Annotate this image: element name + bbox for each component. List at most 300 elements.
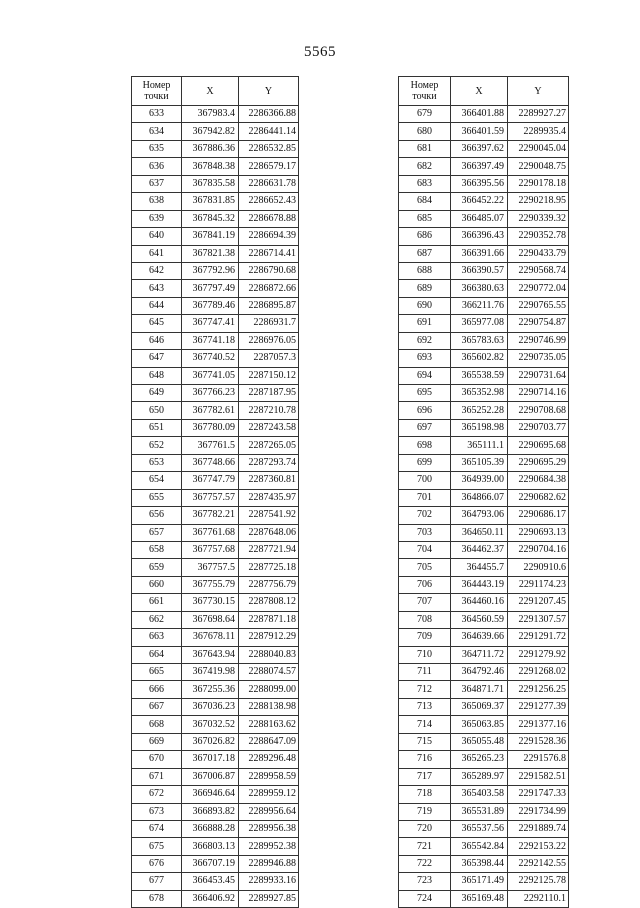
y-coordinate-cell: 2286931.7 [239, 315, 299, 332]
x-coordinate-cell: 367845.32 [182, 210, 239, 227]
point-number-cell: 711 [399, 664, 451, 681]
x-coordinate-cell: 366406.92 [182, 890, 239, 907]
x-coordinate-cell: 365265.23 [451, 751, 508, 768]
x-coordinate-cell: 367748.66 [182, 454, 239, 471]
table-row [399, 262, 569, 279]
table-row [132, 228, 299, 245]
table-row [399, 367, 569, 384]
y-coordinate-cell: 2290704.16 [508, 541, 569, 558]
table-row [132, 820, 299, 837]
x-coordinate-cell: 365289.97 [451, 768, 508, 785]
header-point-number [399, 77, 451, 106]
y-coordinate-cell: 2290178.18 [508, 175, 569, 192]
table-row [399, 541, 569, 558]
point-number-cell: 659 [132, 559, 182, 576]
y-coordinate-cell: 2286790.68 [239, 262, 299, 279]
x-coordinate-cell: 367886.36 [182, 140, 239, 157]
table-row [132, 245, 299, 262]
x-coordinate-cell: 365531.89 [451, 803, 508, 820]
point-number-cell: 700 [399, 472, 451, 489]
table-row [132, 751, 299, 768]
table-row [132, 664, 299, 681]
x-coordinate-cell: 367678.11 [182, 629, 239, 646]
table-row [132, 838, 299, 855]
y-coordinate-cell: 2289296.48 [239, 751, 299, 768]
table-row [399, 402, 569, 419]
table-header-row [132, 77, 299, 106]
y-coordinate-cell: 2287912.29 [239, 629, 299, 646]
table-row [399, 315, 569, 332]
y-coordinate-cell: 2287541.92 [239, 507, 299, 524]
table-row [132, 350, 299, 367]
table-row [132, 419, 299, 436]
table-row [132, 890, 299, 907]
point-number-cell: 701 [399, 489, 451, 506]
y-coordinate-cell: 2290910.6 [508, 559, 569, 576]
point-number-cell: 670 [132, 751, 182, 768]
table-row [132, 367, 299, 384]
x-coordinate-cell: 364650.11 [451, 524, 508, 541]
point-number-cell: 695 [399, 385, 451, 402]
header-y: Y [508, 77, 569, 106]
point-number-cell: 660 [132, 576, 182, 593]
point-number-cell: 676 [132, 855, 182, 872]
point-number-cell: 633 [132, 106, 182, 123]
point-number-cell: 648 [132, 367, 182, 384]
x-coordinate-cell: 366707.19 [182, 855, 239, 872]
y-coordinate-cell: 2291576.8 [508, 751, 569, 768]
x-coordinate-cell: 367698.64 [182, 611, 239, 628]
x-coordinate-cell: 366485.07 [451, 210, 508, 227]
table-row [399, 245, 569, 262]
point-number-cell: 708 [399, 611, 451, 628]
y-coordinate-cell: 2288099.00 [239, 681, 299, 698]
x-coordinate-cell: 367730.15 [182, 594, 239, 611]
y-coordinate-cell: 2286441.14 [239, 123, 299, 140]
x-coordinate-cell: 366397.62 [451, 140, 508, 157]
point-number-cell: 714 [399, 716, 451, 733]
x-coordinate-cell: 366946.64 [182, 786, 239, 803]
table-row [132, 489, 299, 506]
x-coordinate-cell: 367643.94 [182, 646, 239, 663]
table-row [399, 350, 569, 367]
point-number-cell: 692 [399, 332, 451, 349]
point-number-cell: 673 [132, 803, 182, 820]
table-row [399, 489, 569, 506]
y-coordinate-cell: 2287648.06 [239, 524, 299, 541]
table-row [132, 803, 299, 820]
y-coordinate-cell: 2291528.36 [508, 733, 569, 750]
x-coordinate-cell: 364455.7 [451, 559, 508, 576]
x-coordinate-cell: 367780.09 [182, 419, 239, 436]
table-row [399, 646, 569, 663]
point-number-cell: 724 [399, 890, 451, 907]
y-coordinate-cell: 2286579.17 [239, 158, 299, 175]
point-number-cell: 650 [132, 402, 182, 419]
header-x: X [451, 77, 508, 106]
table-row [132, 611, 299, 628]
x-coordinate-cell: 366380.63 [451, 280, 508, 297]
x-coordinate-cell: 365783.63 [451, 332, 508, 349]
point-number-cell: 668 [132, 716, 182, 733]
header-point-number-text: Номер точки [142, 80, 171, 102]
y-coordinate-cell: 2289927.85 [239, 890, 299, 907]
point-number-cell: 685 [399, 210, 451, 227]
x-coordinate-cell: 366211.76 [451, 297, 508, 314]
point-number-cell: 646 [132, 332, 182, 349]
y-coordinate-cell: 2290686.17 [508, 507, 569, 524]
x-coordinate-cell: 366453.45 [182, 873, 239, 890]
point-number-cell: 664 [132, 646, 182, 663]
y-coordinate-cell: 2287210.78 [239, 402, 299, 419]
y-coordinate-cell: 2291307.57 [508, 611, 569, 628]
point-number-cell: 641 [132, 245, 182, 262]
y-coordinate-cell: 2289956.38 [239, 820, 299, 837]
point-number-cell: 704 [399, 541, 451, 558]
table-row [132, 472, 299, 489]
y-coordinate-cell: 2290352.78 [508, 228, 569, 245]
x-coordinate-cell: 364939.00 [451, 472, 508, 489]
y-coordinate-cell: 2291291.72 [508, 629, 569, 646]
point-number-cell: 634 [132, 123, 182, 140]
y-coordinate-cell: 2291889.74 [508, 820, 569, 837]
point-number-cell: 721 [399, 838, 451, 855]
y-coordinate-cell: 2288163.62 [239, 716, 299, 733]
point-number-cell: 686 [399, 228, 451, 245]
table-row [399, 890, 569, 907]
table-row [399, 437, 569, 454]
x-coordinate-cell: 366893.82 [182, 803, 239, 820]
x-coordinate-cell: 365403.58 [451, 786, 508, 803]
x-coordinate-cell: 364639.66 [451, 629, 508, 646]
y-coordinate-cell: 2287360.81 [239, 472, 299, 489]
y-coordinate-cell: 2290708.68 [508, 402, 569, 419]
y-coordinate-cell: 2286532.85 [239, 140, 299, 157]
y-coordinate-cell: 2290695.68 [508, 437, 569, 454]
point-number-cell: 637 [132, 175, 182, 192]
table-row [399, 123, 569, 140]
point-number-cell: 645 [132, 315, 182, 332]
table-row [132, 733, 299, 750]
table-row [399, 332, 569, 349]
point-number-cell: 675 [132, 838, 182, 855]
y-coordinate-cell: 2292142.55 [508, 855, 569, 872]
y-coordinate-cell: 2287721.94 [239, 541, 299, 558]
table-row [132, 175, 299, 192]
table-row [132, 629, 299, 646]
x-coordinate-cell: 367848.38 [182, 158, 239, 175]
y-coordinate-cell: 2290682.62 [508, 489, 569, 506]
table-row [399, 820, 569, 837]
y-coordinate-cell: 2288074.57 [239, 664, 299, 681]
y-coordinate-cell: 2290684.38 [508, 472, 569, 489]
y-coordinate-cell: 2287756.79 [239, 576, 299, 593]
table-row [399, 768, 569, 785]
x-coordinate-cell: 365602.82 [451, 350, 508, 367]
y-coordinate-cell: 2287293.74 [239, 454, 299, 471]
table-row [132, 698, 299, 715]
table-row [132, 123, 299, 140]
table-row [399, 594, 569, 611]
x-coordinate-cell: 367757.68 [182, 541, 239, 558]
point-number-cell: 696 [399, 402, 451, 419]
y-coordinate-cell: 2287057.3 [239, 350, 299, 367]
y-coordinate-cell: 2291279.92 [508, 646, 569, 663]
table-body-left [132, 106, 299, 908]
y-coordinate-cell: 2291174.23 [508, 576, 569, 593]
point-number-cell: 691 [399, 315, 451, 332]
table-row [399, 855, 569, 872]
y-coordinate-cell: 2290772.04 [508, 280, 569, 297]
x-coordinate-cell: 365198.98 [451, 419, 508, 436]
y-coordinate-cell: 2288138.98 [239, 698, 299, 715]
y-coordinate-cell: 2291582.51 [508, 768, 569, 785]
table-row [399, 803, 569, 820]
table-row [399, 664, 569, 681]
x-coordinate-cell: 367983.4 [182, 106, 239, 123]
point-number-cell: 722 [399, 855, 451, 872]
y-coordinate-cell: 2286976.05 [239, 332, 299, 349]
point-number-cell: 680 [399, 123, 451, 140]
point-number-cell: 679 [399, 106, 451, 123]
x-coordinate-cell: 367032.52 [182, 716, 239, 733]
coordinates-table-left [131, 76, 299, 908]
point-number-cell: 653 [132, 454, 182, 471]
table-row [132, 262, 299, 279]
y-coordinate-cell: 2286631.78 [239, 175, 299, 192]
x-coordinate-cell: 365063.85 [451, 716, 508, 733]
y-coordinate-cell: 2292125.78 [508, 873, 569, 890]
x-coordinate-cell: 365069.37 [451, 698, 508, 715]
point-number-cell: 712 [399, 681, 451, 698]
table-row [132, 193, 299, 210]
point-number-cell: 710 [399, 646, 451, 663]
x-coordinate-cell: 365542.84 [451, 838, 508, 855]
x-coordinate-cell: 365169.48 [451, 890, 508, 907]
point-number-cell: 677 [132, 873, 182, 890]
point-number-cell: 667 [132, 698, 182, 715]
x-coordinate-cell: 367026.82 [182, 733, 239, 750]
x-coordinate-cell: 367747.41 [182, 315, 239, 332]
table-row [132, 297, 299, 314]
table-row [399, 751, 569, 768]
x-coordinate-cell: 367036.23 [182, 698, 239, 715]
x-coordinate-cell: 367761.5 [182, 437, 239, 454]
x-coordinate-cell: 367741.18 [182, 332, 239, 349]
point-number-cell: 718 [399, 786, 451, 803]
point-number-cell: 698 [399, 437, 451, 454]
x-coordinate-cell: 366391.66 [451, 245, 508, 262]
y-coordinate-cell: 2291377.16 [508, 716, 569, 733]
point-number-cell: 715 [399, 733, 451, 750]
point-number-cell: 647 [132, 350, 182, 367]
y-coordinate-cell: 2286694.39 [239, 228, 299, 245]
x-coordinate-cell: 366390.57 [451, 262, 508, 279]
y-coordinate-cell: 2287435.97 [239, 489, 299, 506]
x-coordinate-cell: 364711.72 [451, 646, 508, 663]
x-coordinate-cell: 364462.37 [451, 541, 508, 558]
x-coordinate-cell: 367757.5 [182, 559, 239, 576]
point-number-cell: 663 [132, 629, 182, 646]
x-coordinate-cell: 366395.56 [451, 175, 508, 192]
header-point-number [132, 77, 182, 106]
table-row [399, 838, 569, 855]
x-coordinate-cell: 364871.71 [451, 681, 508, 698]
coordinates-table-right [398, 76, 569, 908]
y-coordinate-cell: 2287265.05 [239, 437, 299, 454]
table-row [132, 507, 299, 524]
y-coordinate-cell: 2289935.4 [508, 123, 569, 140]
y-coordinate-cell: 2287725.18 [239, 559, 299, 576]
y-coordinate-cell: 2290746.99 [508, 332, 569, 349]
y-coordinate-cell: 2291277.39 [508, 698, 569, 715]
table-row [399, 106, 569, 123]
y-coordinate-cell: 2289933.16 [239, 873, 299, 890]
point-number-cell: 709 [399, 629, 451, 646]
y-coordinate-cell: 2289952.38 [239, 838, 299, 855]
table-row [132, 646, 299, 663]
y-coordinate-cell: 2292110.1 [508, 890, 569, 907]
y-coordinate-cell: 2290731.64 [508, 367, 569, 384]
table-row [399, 716, 569, 733]
y-coordinate-cell: 2286678.88 [239, 210, 299, 227]
x-coordinate-cell: 367789.46 [182, 297, 239, 314]
point-number-cell: 654 [132, 472, 182, 489]
x-coordinate-cell: 366397.49 [451, 158, 508, 175]
x-coordinate-cell: 367017.18 [182, 751, 239, 768]
point-number-cell: 671 [132, 768, 182, 785]
y-coordinate-cell: 2290048.75 [508, 158, 569, 175]
table-row [132, 158, 299, 175]
x-coordinate-cell: 366401.88 [451, 106, 508, 123]
y-coordinate-cell: 2286652.43 [239, 193, 299, 210]
table-row [132, 402, 299, 419]
table-row [132, 332, 299, 349]
table-row [132, 454, 299, 471]
y-coordinate-cell: 2290754.87 [508, 315, 569, 332]
x-coordinate-cell: 365352.98 [451, 385, 508, 402]
x-coordinate-cell: 367419.98 [182, 664, 239, 681]
y-coordinate-cell: 2286872.66 [239, 280, 299, 297]
x-coordinate-cell: 367792.96 [182, 262, 239, 279]
point-number-cell: 636 [132, 158, 182, 175]
y-coordinate-cell: 2290693.13 [508, 524, 569, 541]
y-coordinate-cell: 2290735.05 [508, 350, 569, 367]
x-coordinate-cell: 367782.61 [182, 402, 239, 419]
table-row [399, 210, 569, 227]
point-number-cell: 682 [399, 158, 451, 175]
point-number-cell: 702 [399, 507, 451, 524]
y-coordinate-cell: 2289958.59 [239, 768, 299, 785]
point-number-cell: 665 [132, 664, 182, 681]
y-coordinate-cell: 2292153.22 [508, 838, 569, 855]
table-row [399, 559, 569, 576]
x-coordinate-cell: 365055.48 [451, 733, 508, 750]
point-number-cell: 655 [132, 489, 182, 506]
y-coordinate-cell: 2290714.16 [508, 385, 569, 402]
point-number-cell: 661 [132, 594, 182, 611]
point-number-cell: 694 [399, 367, 451, 384]
point-number-cell: 723 [399, 873, 451, 890]
x-coordinate-cell: 366401.59 [451, 123, 508, 140]
table-row [132, 716, 299, 733]
point-number-cell: 656 [132, 507, 182, 524]
x-coordinate-cell: 366803.13 [182, 838, 239, 855]
table-row [132, 106, 299, 123]
point-number-cell: 697 [399, 419, 451, 436]
y-coordinate-cell: 2286366.88 [239, 106, 299, 123]
point-number-cell: 657 [132, 524, 182, 541]
x-coordinate-cell: 364443.19 [451, 576, 508, 593]
x-coordinate-cell: 365398.44 [451, 855, 508, 872]
table-row [132, 873, 299, 890]
table-row [399, 611, 569, 628]
x-coordinate-cell: 365171.49 [451, 873, 508, 890]
point-number-cell: 681 [399, 140, 451, 157]
table-row [132, 541, 299, 558]
point-number-cell: 699 [399, 454, 451, 471]
point-number-cell: 717 [399, 768, 451, 785]
x-coordinate-cell: 364560.59 [451, 611, 508, 628]
x-coordinate-cell: 366396.43 [451, 228, 508, 245]
x-coordinate-cell: 367831.85 [182, 193, 239, 210]
y-coordinate-cell: 2287808.12 [239, 594, 299, 611]
point-number-cell: 690 [399, 297, 451, 314]
page-number: 5565 [304, 44, 336, 60]
y-coordinate-cell: 2291747.33 [508, 786, 569, 803]
table-row [399, 524, 569, 541]
point-number-cell: 638 [132, 193, 182, 210]
x-coordinate-cell: 367740.52 [182, 350, 239, 367]
table-row [132, 681, 299, 698]
table-row [399, 175, 569, 192]
point-number-cell: 706 [399, 576, 451, 593]
table-header-row [399, 77, 569, 106]
table-row [399, 454, 569, 471]
y-coordinate-cell: 2290339.32 [508, 210, 569, 227]
table-row [399, 681, 569, 698]
table-row [132, 385, 299, 402]
point-number-cell: 643 [132, 280, 182, 297]
y-coordinate-cell: 2286895.87 [239, 297, 299, 314]
x-coordinate-cell: 367782.21 [182, 507, 239, 524]
table-row [132, 786, 299, 803]
x-coordinate-cell: 367761.68 [182, 524, 239, 541]
point-number-cell: 720 [399, 820, 451, 837]
table-body-right [399, 106, 569, 908]
y-coordinate-cell: 2290433.79 [508, 245, 569, 262]
x-coordinate-cell: 364866.07 [451, 489, 508, 506]
point-number-cell: 693 [399, 350, 451, 367]
x-coordinate-cell: 365537.56 [451, 820, 508, 837]
y-coordinate-cell: 2290695.29 [508, 454, 569, 471]
y-coordinate-cell: 2291268.02 [508, 664, 569, 681]
y-coordinate-cell: 2289927.27 [508, 106, 569, 123]
y-coordinate-cell: 2289956.64 [239, 803, 299, 820]
y-coordinate-cell: 2286714.41 [239, 245, 299, 262]
table-row [399, 280, 569, 297]
point-number-cell: 683 [399, 175, 451, 192]
y-coordinate-cell: 2290218.95 [508, 193, 569, 210]
table-row [132, 768, 299, 785]
table-row [132, 140, 299, 157]
table-row [399, 228, 569, 245]
y-coordinate-cell: 2291207.45 [508, 594, 569, 611]
table-row [399, 472, 569, 489]
table-row [132, 594, 299, 611]
point-number-cell: 669 [132, 733, 182, 750]
x-coordinate-cell: 367835.58 [182, 175, 239, 192]
